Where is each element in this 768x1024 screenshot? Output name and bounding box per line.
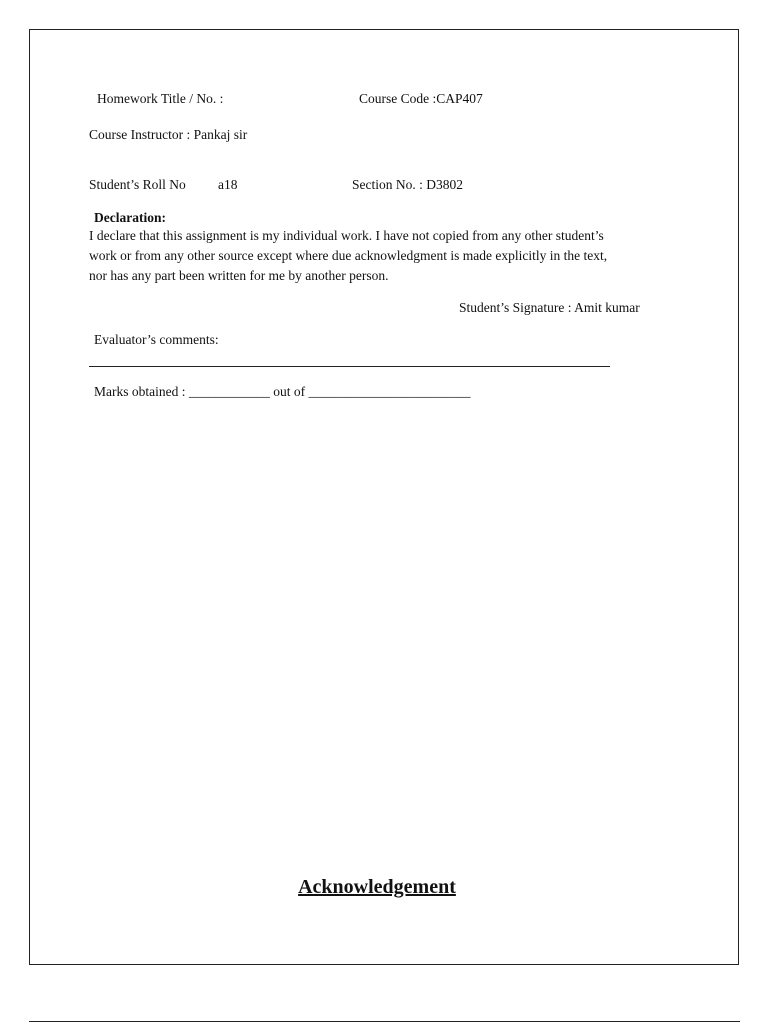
comments-line	[89, 366, 610, 367]
declaration-line: work or from any other source except where due acknowledgment is made explicitly in the text,	[89, 248, 608, 263]
declaration-line: I declare that this assignment is my individual work. I have not copied from any other student’s	[89, 228, 604, 243]
marks-obtained-label: Marks obtained :	[94, 384, 186, 399]
page-frame	[29, 29, 739, 965]
roll-no-value: a18	[218, 177, 238, 192]
acknowledgement-heading: Acknowledgement	[298, 876, 456, 898]
out-of-label: out of	[273, 384, 306, 399]
course-code: Course Code :CAP407	[359, 91, 483, 106]
declaration-line: nor has any part been written for me by another person.	[89, 268, 389, 283]
declaration-body	[89, 226, 679, 286]
evaluator-comments-label: Evaluator’s comments:	[94, 332, 219, 347]
roll-no-label: Student’s Roll No	[89, 177, 186, 192]
page-bottom-rule	[29, 1021, 740, 1022]
declaration-heading: Declaration:	[94, 210, 166, 225]
marks-blank: ____________	[188, 384, 270, 399]
student-signature: Student’s Signature : Amit kumar	[459, 300, 640, 315]
course-instructor: Course Instructor : Pankaj sir	[89, 127, 248, 142]
out-of-blank: ________________________	[308, 384, 471, 399]
section-no: Section No. : D3802	[352, 177, 463, 192]
homework-title-label: Homework Title / No. :	[97, 91, 224, 106]
marks-obtained-row	[94, 383, 470, 401]
